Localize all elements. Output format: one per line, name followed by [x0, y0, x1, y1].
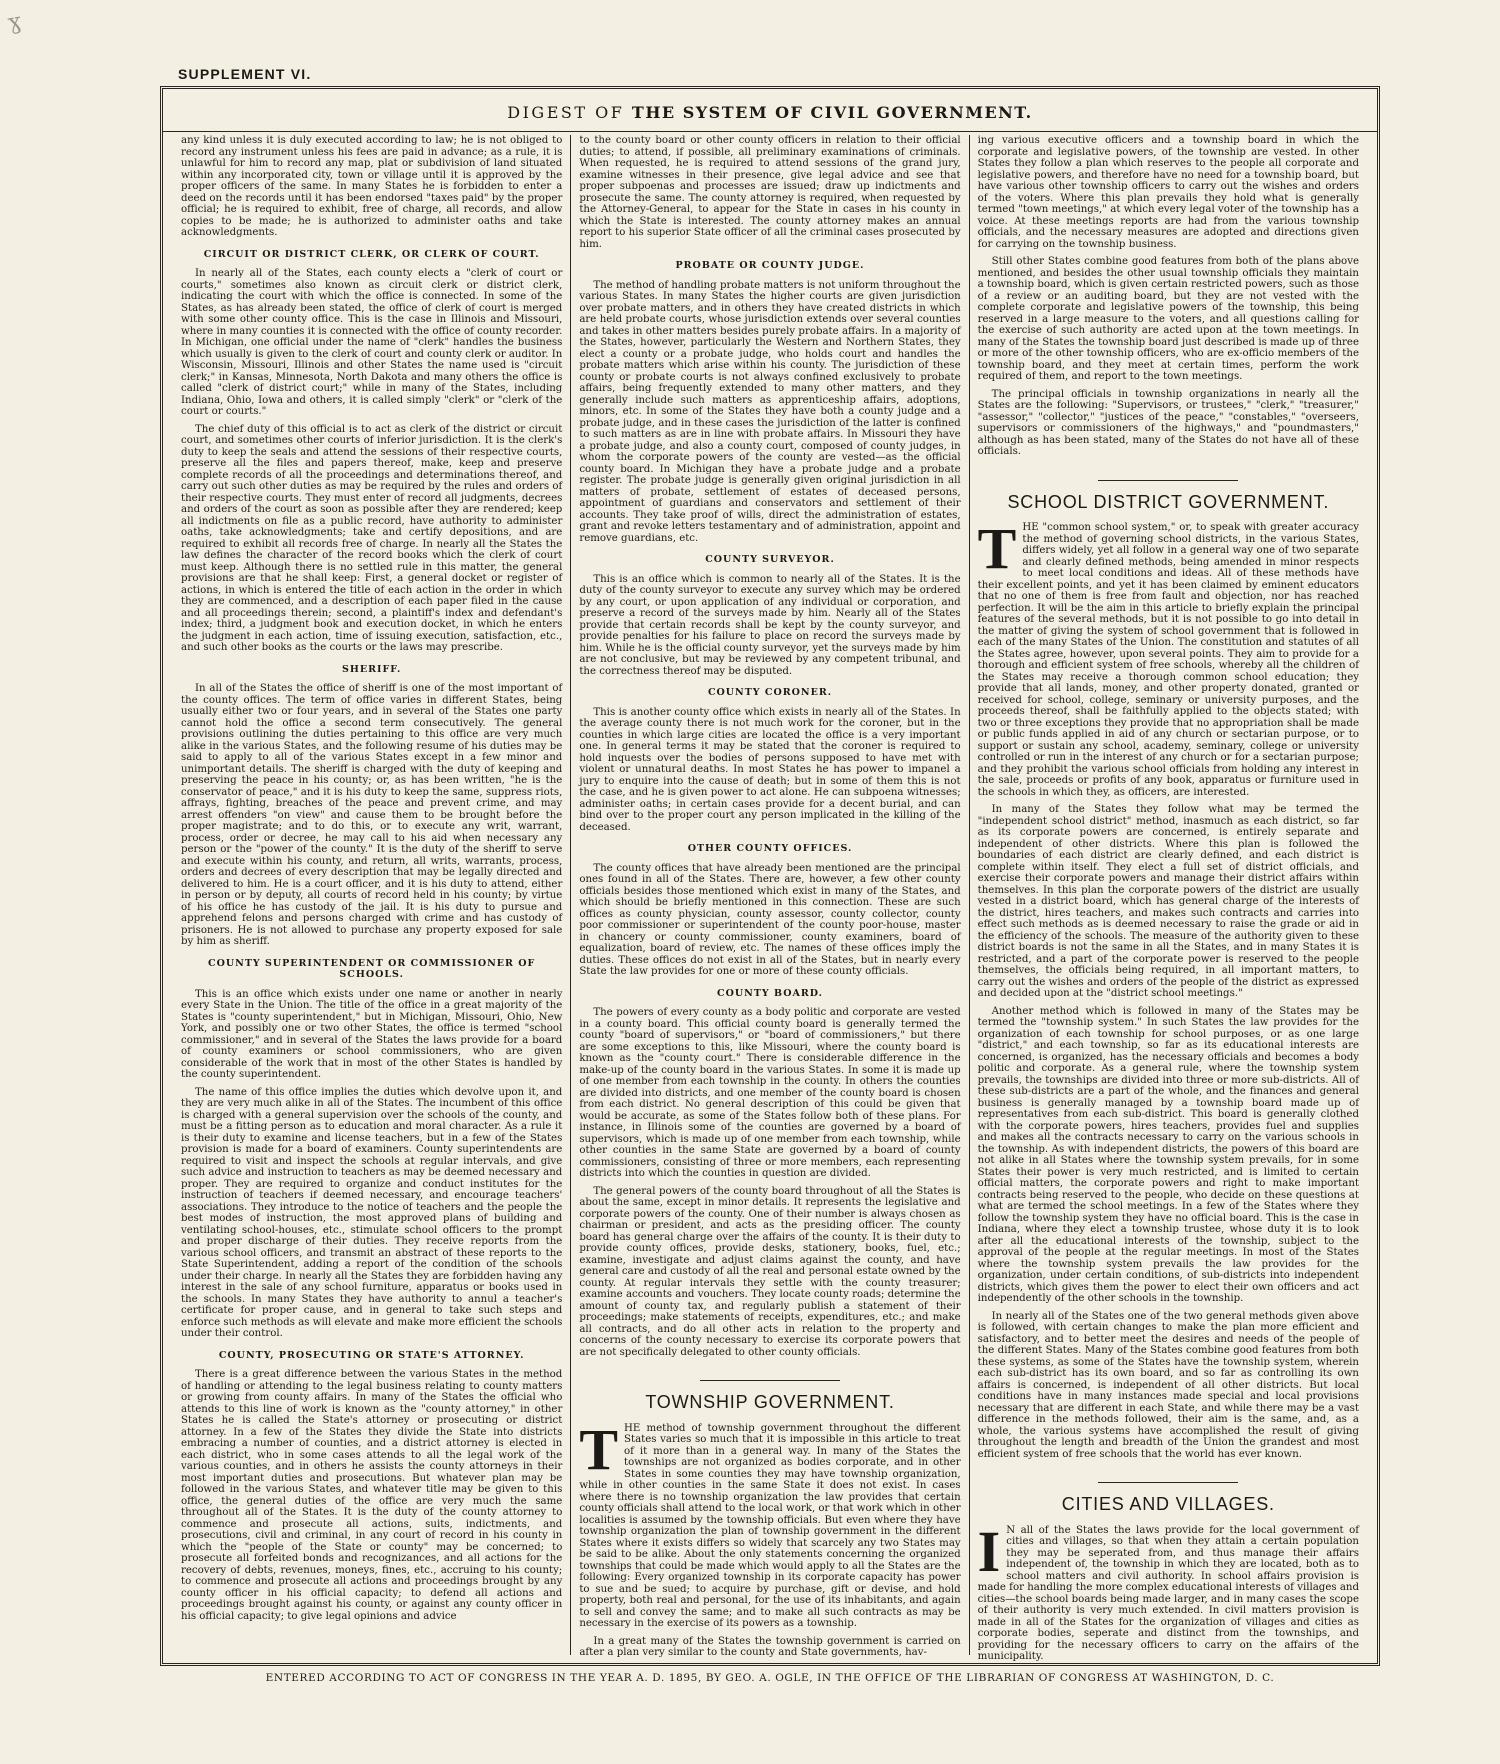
section-heading-sheriff: SHERIFF.: [342, 663, 402, 675]
section-heading-other-offices: OTHER COUNTY OFFICES.: [687, 843, 853, 854]
paragraph: In many of the States they follow what may be termed the "independent school district" method, inasmuch as each district, so far as its corporate powers are concerned, is entirely separate and independent of other districts. Where this plan is followed the boundaries of each district are clearly defined, and each district is complete within itself. They elect a full set of district officials, and exercise their corporate powers and manage their district affairs within themselves. In this plan the corporate powers of the district are usually vested in a district board, which has general charge of the interests of the district, hires teachers, and makes such contracts and carries into effect such methods as is deemed necessary to raise the grade or aid in the efficiency of the schools. The measure of the authority given to these district boards is not the same in all the States, and in many States it is restricted, and a part of the corporate power is reserved to the people themselves, the officials being required, in all important matters, to carry out the wishes and orders of the people of the district as expressed and decided upon at the "district school meetings.": [977, 804, 1359, 999]
paragraph: In nearly all of the States one of the two general methods given above is followed, with certain changes to make the plan more efficient and satisfactory, and to better meet the desires and needs of the people of the different States. Many of the States combine good features from both these systems, as some of the States have the township system, wherein each sub-district has its own board, and so far as controlling its own affairs is concerned, is independent of all other districts. But local conditions have in many instances made special and local provisions necessary that are different in each State, and while there may be a vast difference in the methods followed, their aim is the same, and, as a whole, the various systems have accomplished the result of giving throughout the length and breadth of the Union the grandest and most efficient system of free schools that the world has ever known.: [977, 1310, 1359, 1460]
handwritten-mark: ɣ: [5, 9, 24, 36]
paragraph: In nearly all of the States, each county elects a "clerk of court or courts," sometimes also known as circuit clerk or district clerk, indicating the court with which the office is connected. In some of the States, as has already been stated, the office of clerk of court is merged with some other county office. This is the case in Illinois and Missouri, where in many counties it is connected with the office of county recorder. In Michigan, one official under the name of "clerk" handles the business which usually is given to the clerk of court and county clerk or auditor. In Wisconsin, Missouri, Illinois and other States the name used is "circuit clerk;" in Kansas, Minnesota, North Dakota and many others the office is called "clerk of district court;" while in many of the States, including Indiana, Ohio, Iowa and others, it is called simply "clerk" or "clerk of the court or courts.": [181, 268, 563, 417]
section-heading-clerk: CIRCUIT OR DISTRICT CLERK, OR CLERK OF COURT.: [203, 248, 540, 260]
title-prefix: DIGEST OF: [507, 103, 625, 122]
page-title: [507, 103, 1032, 122]
paragraph: This is another county office which exists in nearly all of the States. In the average county there is not much work for the coroner, but in the counties in which large cities are located the office is a very important one. In general terms it may be stated that the coroner is required to hold inquests over the bodies of persons supposed to have met with violent or unnatural deaths. In most States he has power to impanel a jury to enquire into the cause of death; but in some of them this is not the case, and he is given power to act alone. He can subpoena witnesses; administer oaths; in certain cases provide for a decent burial, and can bind over to the proper court any person implicated in the killing of the deceased.: [579, 706, 961, 833]
paragraph: The method of handling probate matters is not uniform throughout the various States. In many States the higher courts are given jurisdiction over probate matters, and in others they have created districts in which are held probate courts, whose jurisdiction extends over several counties and takes in other matters besides purely probate affairs. In a majority of the States, however, particularly the Western and Northern States, they elect a county or a probate judge, who holds court and handles the probate matters which arise within his county. The jurisdiction of these county or probate courts is not always confined exclusively to probate affairs, being frequently extended to many other matters, and they generally include such matters as apprenticeship affairs, adoptions, minors, etc. In some of the States they have both a county judge and a probate judge, and in these cases the jurisdiction of the latter is confined to such matters as are in line with probate affairs. In Missouri they have a probate judge, and also a county court, composed of county judges, in whom the corporate powers of the county are vested—as the official county board. In Michigan they have a probate judge and a probate register. The probate judge is generally given original jurisdiction in all matters of probate, settlement of estates of deceased persons, appointment of guardians and conservators and settlement of their accounts. They take proof of wills, direct the administration of estates, grant and revoke letters testamentary and of administration, appoint and remove guardians, etc.: [579, 279, 961, 544]
paragraph: There is a great difference between the various States in the method of handling or attending to the legal business relating to county matters or growing from county affairs. In many of the States the official who attends to this line of work is known as the "county attorney," in other States he is called the State's attorney or prosecuting or district attorney. In a few of the States they divide the State into districts embracing a number of counties, and a district attorney is elected in each district, who in some cases attends to all the legal work of the various counties, and in others he assists the county attorneys in their most important duties and prosecutions. But whatever plan may be followed in the various States, and whatever title may be given to this office, the general duties of the office are very much the same throughout all of the States. It is the duty of the county attorney to commence and prosecute all actions, suits, indictments, and prosecutions, civil and criminal, in any court of record in his county in which the "people of the State or county" may be concerned; to prosecute all forfeited bonds and recognizances, and all actions for the recovery of debts, revenues, moneys, fines, etc., accruing to his county; to commence and prosecute all actions and proceedings brought by any county officer in his official capacity; to defend all actions and proceedings brought against his county, or against any county officer in his official capacity; to give legal opinions and advice: [181, 1369, 563, 1622]
section-heading-superintendent: COUNTY SUPERINTENDENT OR COMMISSIONER OF SCHOOLS.: [208, 957, 536, 980]
section-heading-surveyor: COUNTY SURVEYOR.: [705, 554, 835, 565]
paragraph: [977, 1518, 1359, 1663]
paragraph: The general powers of the county board throughout of all the States is about the same, except in minor details. It represents the legislative and corporate powers of the county. One of their number is always chosen as chairman or president, and acts as the presiding officer. The county board has general charge over the affairs of the county. It is their duty to provide county offices, provide desks, stationery, books, fuel, etc.; examine, investigate and adjust claims against the county, and have general care and custody of all the real and personal estate owned by the county. At regular intervals they settle with the county treasurer; examine accounts and vouchers. They locate county roads; determine the amount of county tax, and regularly publish a statement of their proceedings; make statements of receipts, expenditures, etc.; and make all contracts, and do all other acts in relation to the property and concerns of the county necessary to exercise its corporate powers that are not specifically delegated to other county officials.: [579, 1185, 961, 1358]
paragraph: [977, 516, 1359, 798]
paragraph: The principal officials in township organizations in nearly all the States are the following: "Supervisors, or trustees," "clerk," "treasurer," "assessor," "collector," "justices of the peace," "constables," "overseers, supervisors or commissioners of the highways," and "poundmasters," although as has been stated, many of the States do not have all of these officials.: [977, 388, 1359, 457]
section-divider: [1098, 1482, 1238, 1483]
section-heading-county-board: COUNTY BOARD.: [717, 987, 823, 999]
section-divider: [1098, 480, 1238, 481]
section-title-cities: CITIES AND VILLAGES.: [1061, 1494, 1275, 1514]
paragraph: In all of the States the office of sheriff is one of the most important of the county offices. The term of office varies in different States, being usually either two or four years, and in several of the States one party cannot hold the office a second term consecutively. The general provisions outlining the duties pertaining to this office are very much alike in the various States, and the following resume of his duties may be said to apply to all of the various States except in a few minor and unimportant details. The sheriff is charged with the duty of keeping and preserving the peace in his county; or, as has been written, "he is the conservator of peace," and it is his duty to keep the same, suppress riots, affrays, fighting, breaches of the peace and prevent crime, and may arrest offenders "on view" and cause them to be brought before the proper magistrate; and to do this, or to execute any writ, warrant, process, order or decree, he may call to his aid when necessary any person or the "power of the county." It is the duty of the sheriff to serve and execute within his county, and return, all writs, warrants, process, orders and decrees of every description that may be legally directed and delivered to him. He is a court officer, and it is his duty to attend, either in person or by deputy, all courts of record held in his county; by virtue of his office he has custody of the jail. It is his duty to pursue and apprehend felons and persons charged with crime and has custody of prisoners. He is not allowed to purchase any property exposed for sale by him as sheriff.: [181, 683, 563, 947]
paragraph: Another method which is followed in many of the States may be termed the "township system." In such States the law provides for the organization of each township for school purposes, or as one large "district," and each township, so far as its educational interests are concerned, is organized, has the necessary officials and becomes a body politic and corporate. As a general rule, where the township system prevails, the townships are divided into three or more sub-districts. All of these sub-districts are a part of the whole, and the finances and general business is generally managed by a township board made up of representatives from each sub-district. This board is generally clothed with the corporate powers, hires teachers, provides fuel and supplies and makes all the contracts necessary to carry on the various schools in the township. As with independent districts, the powers of this board are not alike in all States where the township system prevails, for in some States their power is very much restricted, and is limited to certain official matters, the corporate powers and right to make important contracts being reserved to the people, who decide on these questions at what are termed the school meetings. In a few of the States where they follow the township system they have no official board. This is the case in Indiana, where they elect a township trustee, whose duty it is to look after all the educational interests of the township, subject to the approval of the people at the regular meetings. In most of the States where the township system prevails the law provides for the organization, under certain conditions, of sub-districts into independent districts, which gives them the power to elect their own officers and act independently of the other schools in the township.: [977, 1005, 1359, 1304]
title-main: THE SYSTEM OF CIVIL GOVERNMENT.: [631, 103, 1033, 122]
section-title-township: TOWNSHIP GOVERNMENT.: [645, 1392, 895, 1412]
page-frame: [160, 86, 1380, 1666]
drop-cap: T: [579, 1416, 619, 1482]
paragraph: This is an office which exists under one name or another in nearly every State in the Union. The title of the office in a great majority of the States is "county superintendent," but in Michigan, Missouri, Ohio, New York, and possibly one or two other States, the office is termed "school commissioner," and in several of the States the laws provide for a board of county examiners or school commissioners, who are given considerable of the work that in most of the other States is handled by the county superintendent.: [181, 988, 563, 1080]
column-1: [173, 135, 570, 1655]
paragraph: The county offices that have already been mentioned are the principal ones found in all of the States. There are, however, a few other county officials besides those mentioned which exist in many of the States, and which should be briefly mentioned in this connection. These are such offices as county physician, county assessor, county collector, county poor commissioner or superintendent of the county poor-house, master in chancery or county commissioner, county examiners, board of equalization, board of review, etc. The names of these offices imply the duties. These offices do not exist in all of the States, but in nearly every State the law provides for one or more of these county officials.: [579, 862, 961, 977]
paragraph: ing various executive officers and a township board in which the corporate and legislative powers, of the township are vested. In other States they follow a plan which reserves to the people all corporate and legislative powers, and therefore have no need for a township board, but have various other township officers to carry out the wishes and orders of the voters. Where this plan prevails they hold what is generally termed "town meetings," at which every legal voter of the township has a voice. At these meetings reports are had from the various township officials, and the necessary measures are adopted and directions given for carrying on the township business.: [977, 135, 1359, 250]
paragraph: Still other States combine good features from both of the plans above mentioned, and besides the other usual township officials they maintain a township board, which is given certain restricted powers, such as those of a review or an auditing board, but they are not vested with the complete corporate and legislative powers of the township, this being reserved in a large measure to the voters, and all questions calling for the exercise of such authority are acted upon at the town meetings. In many of the States the township board just described is made up of three or more of the other township officers, who are ex-officio members of the township board, and they meet at certain times, perform the work required of them, and report to the town meetings.: [977, 256, 1359, 382]
paragraph: The name of this office implies the duties which devolve upon it, and they are very much alike in all of the States. The incumbent of this office is charged with a general supervision over the schools of the county, and must be a fitting person as to education and moral character. As a rule it is their duty to examine and license teachers, but in a few of the States provision is made for a board of examiners. County superintendents are required to visit and inspect the schools at regular intervals, and give such advice and instruction to teachers as may be deemed necessary and proper. They are required to organize and conduct institutes for the instruction of teachers if deemed necessary, and encourage teachers' associations. They introduce to the notice of teachers and the people the best modes of instruction, the most approved plans of building and ventilating school-houses, etc., stimulate school officers to the prompt and proper discharge of their duties. They receive reports from the various school officers, and transmit an abstract of these reports to the State Superintendent, adding a report of the condition of the schools under their charge. In nearly all the States they are forbidden having any interest in the sale of any school furniture, apparatus or books used in the schools. In many States they have authority to annul a teacher's certificate for proper cause, and in general to take such steps and enforce such methods as will elevate and make more efficient the schools under their control.: [181, 1086, 563, 1339]
paragraph: The chief duty of this official is to act as clerk of the district or circuit court, and sometimes other courts of inferior jurisdiction. It is the clerk's duty to keep the seals and attend the sessions of their respective courts, preserve all the files and papers thereof, make, keep and preserve complete records of all the proceedings and determinations thereof, and carry out such other duties as may be required by the rules and orders of their respective courts. They must enter of record all judgments, decrees and orders of the court as soon as possible after they are rendered; keep all indictments on file as a public record, have authority to administer oaths, take acknowledgments; take and certify depositions, and are required to exhibit all records free of charge. In nearly all the States the law defines the character of the record books which the clerk of court must keep. Although there is no settled rule in this matter, the general provisions are that he shall keep: First, a general docket or register of actions, in which is entered the title of each action in the order in which they are commenced, and a description of each paper filed in the cause and all proceedings therein; second, a plaintiff's index and defendant's index; third, a judgment book and execution docket, in which he enters the judgment in each action, time of issuing execution, satisfaction, etc., and such other books as the courts or the laws may prescribe.: [181, 423, 563, 653]
paragraph: The powers of every county as a body politic and corporate are vested in a county board. This official county board is generally termed the county "board of supervisors," or "board of commissioners," but there are some exceptions to this, like Missouri, where the county board is known as the "county court." There is considerable difference in the make-up of the county board in the various States. In some it is made up of one member from each township in the county. In others the counties are divided into districts, and one member of the county board is chosen from each district. No general description of this could be given that would be accurate, as some of the States follow both of these plans. For instance, in Illinois some of the counties are governed by a board of supervisors, which is made up of one member from each township, while other counties in the same State are governed by a board of county commissioners, consisting of three or more members, each representing districts into which the counties in question are divided.: [579, 1007, 961, 1179]
paragraph: [579, 1416, 961, 1630]
drop-cap: I: [977, 1518, 1001, 1584]
supplement-label: SUPPLEMENT VI.: [178, 66, 312, 82]
paragraph: This is an office which is common to nearly all of the States. It is the duty of the county surveyor to execute any survey which may be ordered by any court, or upon application of any individual or corporation, and preserve a record of the surveys made by him. Nearly all of the States provide that certain records shall be kept by the county surveyor, and provide penalties for his failure to place on record the surveys made by him. While he is the official county surveyor, yet the surveys made by him are not conclusive, but may be reviewed by any competent tribunal, and the correctness thereof may be disputed.: [579, 573, 961, 677]
copyright-footer: ENTERED ACCORDING TO ACT OF CONGRESS IN THE YEAR A. D. 1895, BY GEO. A. OGLE, IN THE OFFICE OF THE LIBRARIAN OF CONGRESS AT WASHINGTON, D. C.: [265, 1672, 1275, 1684]
paragraph: In a great many of the States the township government is carried on after a plan very similar to the county and State governments, hav-: [579, 1635, 961, 1658]
section-heading-coroner: COUNTY CORONER.: [707, 687, 833, 698]
section-divider: [700, 1380, 840, 1381]
section-title-school: SCHOOL DISTRICT GOVERNMENT.: [1007, 491, 1330, 512]
columns: [173, 135, 1367, 1662]
paragraph: to the county board or other county officers in relation to their official duties; to attend, if possible, all preliminary examinations of criminals. When requested, he is required to attend sessions of the grand jury, examine witnesses in their presence, give legal advice and see that proper subpoenas and processes are issued; draw up indictments and prosecute the same. The county attorney is required, when requested by the Attorney-General, to appear for the State in cases in his county in which the State is interested. The county attorney makes an annual report to his superior State officer of all the criminal cases prosecuted by him.: [579, 135, 961, 250]
column-2: [570, 135, 968, 1658]
drop-cap: T: [977, 516, 1017, 581]
section-heading-prosecuting: COUNTY, PROSECUTING OR STATE'S ATTORNEY.: [218, 1349, 525, 1361]
section-heading-probate: PROBATE OR COUNTY JUDGE.: [675, 260, 865, 271]
page-header: [163, 89, 1377, 132]
paragraph: any kind unless it is duly executed according to law; he is not obliged to record any instrument unless his fees are paid in advance; as a rule, it is unlawful for him to record any map, plat or subdivision of land situated within any incorporated city, town or village until it is approved by the proper officers of the same. In many States he is forbidden to enter a deed on the records until it has been endorsed "taxes paid" by the proper official; he is required to exhibit, free of charge, all records, and allow copies to be made; he is authorized to administer oaths and take acknowledgments.: [181, 135, 563, 238]
column-3: [969, 135, 1367, 1662]
paragraph-text: HE method of township government throughout the different States varies so much that it is impossible in this article to treat of it more than in a general way. In many of the States the townships are not organized as bodies corporate, and in other States in some counties they may have township organization, while in other counties in the same State it does not exist. In cases where there is no township organization the law provides that certain county officials shall attend to the local work, or that work which in other localities is assumed by the township officials. But even where they have township organization the plan of township government in the different States where it exists differs so widely that scarcely any two States may be said to be alike. About the only statements concerning the organized townships that could be made which would apply to all the States are the following: Every organized township in its corporate capacity has power to sue and be sued; to acquire by purchase, gift or devise, and hold property, both real and personal, for the use of its inhabitants, and again to sell and convey the same; and to make all such contracts as may be necessary in the exercise of its powers as a township.: [579, 1422, 961, 1629]
paragraph-text: N all of the States the laws provide for the local government of cities and villages, so that when they attain a certain population they may be seperated from, and thus manage their affairs independent of, the township in which they are located, both as to school matters and civil authority. In school affairs provision is made for handling the more complex educational interests of villages and cities—the school boards being made larger, and in many cases the scope of their authority is very much extended. In civil matters provision is made in all of the States for the organization of villages and cities as corporate bodies, seperate and distinct from the townships, and providing for the necessary officers to carry on the affairs of the municipality.: [977, 1524, 1359, 1662]
paragraph-text: HE "common school system," or, to speak with greater accuracy the method of governing school districts, in the various States, differs widely, yet all follow in a general way one of two separate and clearly defined methods, being amended in minor respects to meet local conditions and ideas. All of these methods have their excellent points, and yet it has been claimed by eminent educators that no one of them is free from fault and objection, nor has reached perfection. It will be the aim in this article to briefly explain the principal features of the several methods, but it is not possible to go into detail in the matter of giving the system of school government that is followed in each of the many States of the Union. The constitution and statutes of all the States agree, however, upon several points. They aim to provide for a thorough and efficient system of free schools, whereby all the children of the States may receive a thorough common school education; they provide that all lands, money, and other property donated, granted or received for school, college, seminary or university purposes, and the proceeds thereof, shall be faithfully applied to the objects stated; with two or three exceptions they provide that no appropriation shall be made or public funds applied in aid of any church or sectarian purpose, or to support or sustain any school, academy, seminary, college or university controlled or run in the interest of any church or for a sectarian purpose; and they prohibit the various school officials from holding any interest in the sale, proceeds or profits of any book, apparatus or furniture used in the schools in which they, as officers, are interested.: [977, 522, 1359, 798]
